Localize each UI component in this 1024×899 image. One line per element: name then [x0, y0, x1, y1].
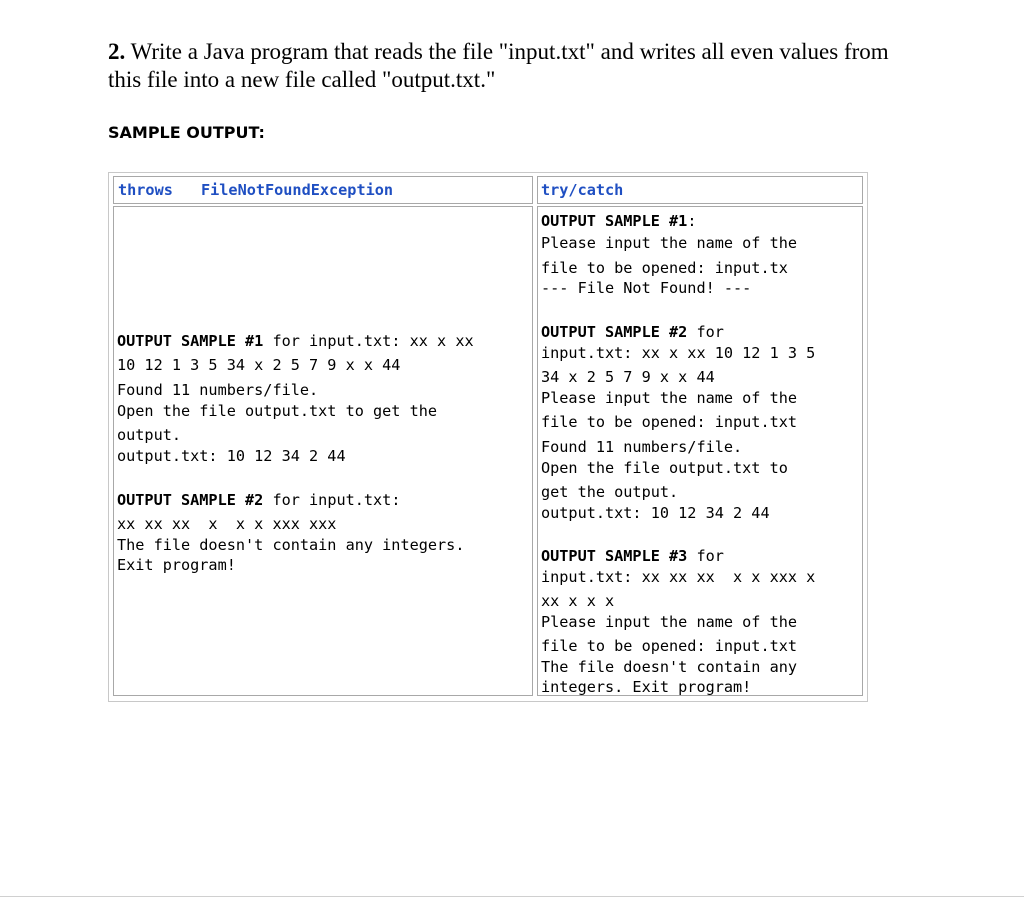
throws-keyword: throws	[118, 181, 173, 199]
left-sample2-line: Exit program!	[117, 556, 236, 574]
right-sample2-line: get the output.	[541, 483, 679, 501]
left-sample2-line: xx xx xx x x x xxx xxx	[117, 515, 337, 533]
right-sample2-line: Found 11 numbers/file.	[541, 438, 743, 456]
question-text	[108, 38, 908, 94]
sample-output-table	[108, 172, 868, 702]
right-sample3-line: input.txt: xx xx xx x x xxx x	[541, 568, 816, 586]
left-header-cell	[113, 176, 533, 204]
right-sample3-line: Please input the name of the	[541, 613, 798, 631]
question-body: Write a Java program that reads the file "input.txt" and writes all even values from this file into a new file called "output.txt."	[108, 39, 889, 92]
right-body-cell	[537, 206, 863, 696]
left-sample1-line: Found 11 numbers/file.	[117, 381, 319, 399]
try-catch-keyword: try/catch	[541, 181, 624, 199]
right-sample3-line: file to be opened: input.txt	[541, 637, 798, 655]
left-sample1-line: output.	[117, 426, 182, 444]
right-sample2-line: Open the file output.txt to	[541, 459, 788, 477]
right-sample3-line: integers. Exit program!	[541, 678, 752, 696]
right-sample2-title: OUTPUT SAMPLE #2 for	[541, 323, 724, 341]
left-sample1-line: 10 12 1 3 5 34 x 2 5 7 9 x x 44	[117, 356, 401, 374]
exception-keyword: FileNotFoundException	[201, 181, 394, 199]
right-sample2-line: Please input the name of the	[541, 389, 798, 407]
right-sample2-line: file to be opened: input.txt	[541, 413, 798, 431]
right-sample1-title: OUTPUT SAMPLE #1:	[541, 212, 697, 230]
right-sample2-line: input.txt: xx x xx 10 12 1 3 5	[541, 344, 816, 362]
right-sample3-line: xx x x x	[541, 592, 615, 610]
right-sample1-line: --- File Not Found! ---	[541, 279, 752, 297]
right-sample1-line: Please input the name of the	[541, 234, 798, 252]
right-sample1-line: file to be opened: input.tx	[541, 259, 788, 277]
left-sample1-line: Open the file output.txt to get the	[117, 402, 438, 420]
question-number: 2.	[108, 39, 126, 64]
right-header-cell	[537, 176, 863, 204]
right-sample2-line: 34 x 2 5 7 9 x x 44	[541, 368, 715, 386]
left-sample1-title: OUTPUT SAMPLE #1 for input.txt: xx x xx	[117, 332, 474, 350]
right-sample3-title: OUTPUT SAMPLE #3 for	[541, 547, 724, 565]
left-sample2-line: The file doesn't contain any integers.	[117, 536, 465, 554]
left-body-cell	[113, 206, 533, 696]
page-bottom-divider	[0, 896, 1024, 897]
left-sample1-line: output.txt: 10 12 34 2 44	[117, 447, 346, 465]
left-sample2-title: OUTPUT SAMPLE #2 for input.txt:	[117, 491, 401, 509]
sample-output-heading: SAMPLE OUTPUT:	[108, 123, 265, 142]
right-sample3-line: The file doesn't contain any	[541, 658, 798, 676]
right-sample2-line: output.txt: 10 12 34 2 44	[541, 504, 770, 522]
